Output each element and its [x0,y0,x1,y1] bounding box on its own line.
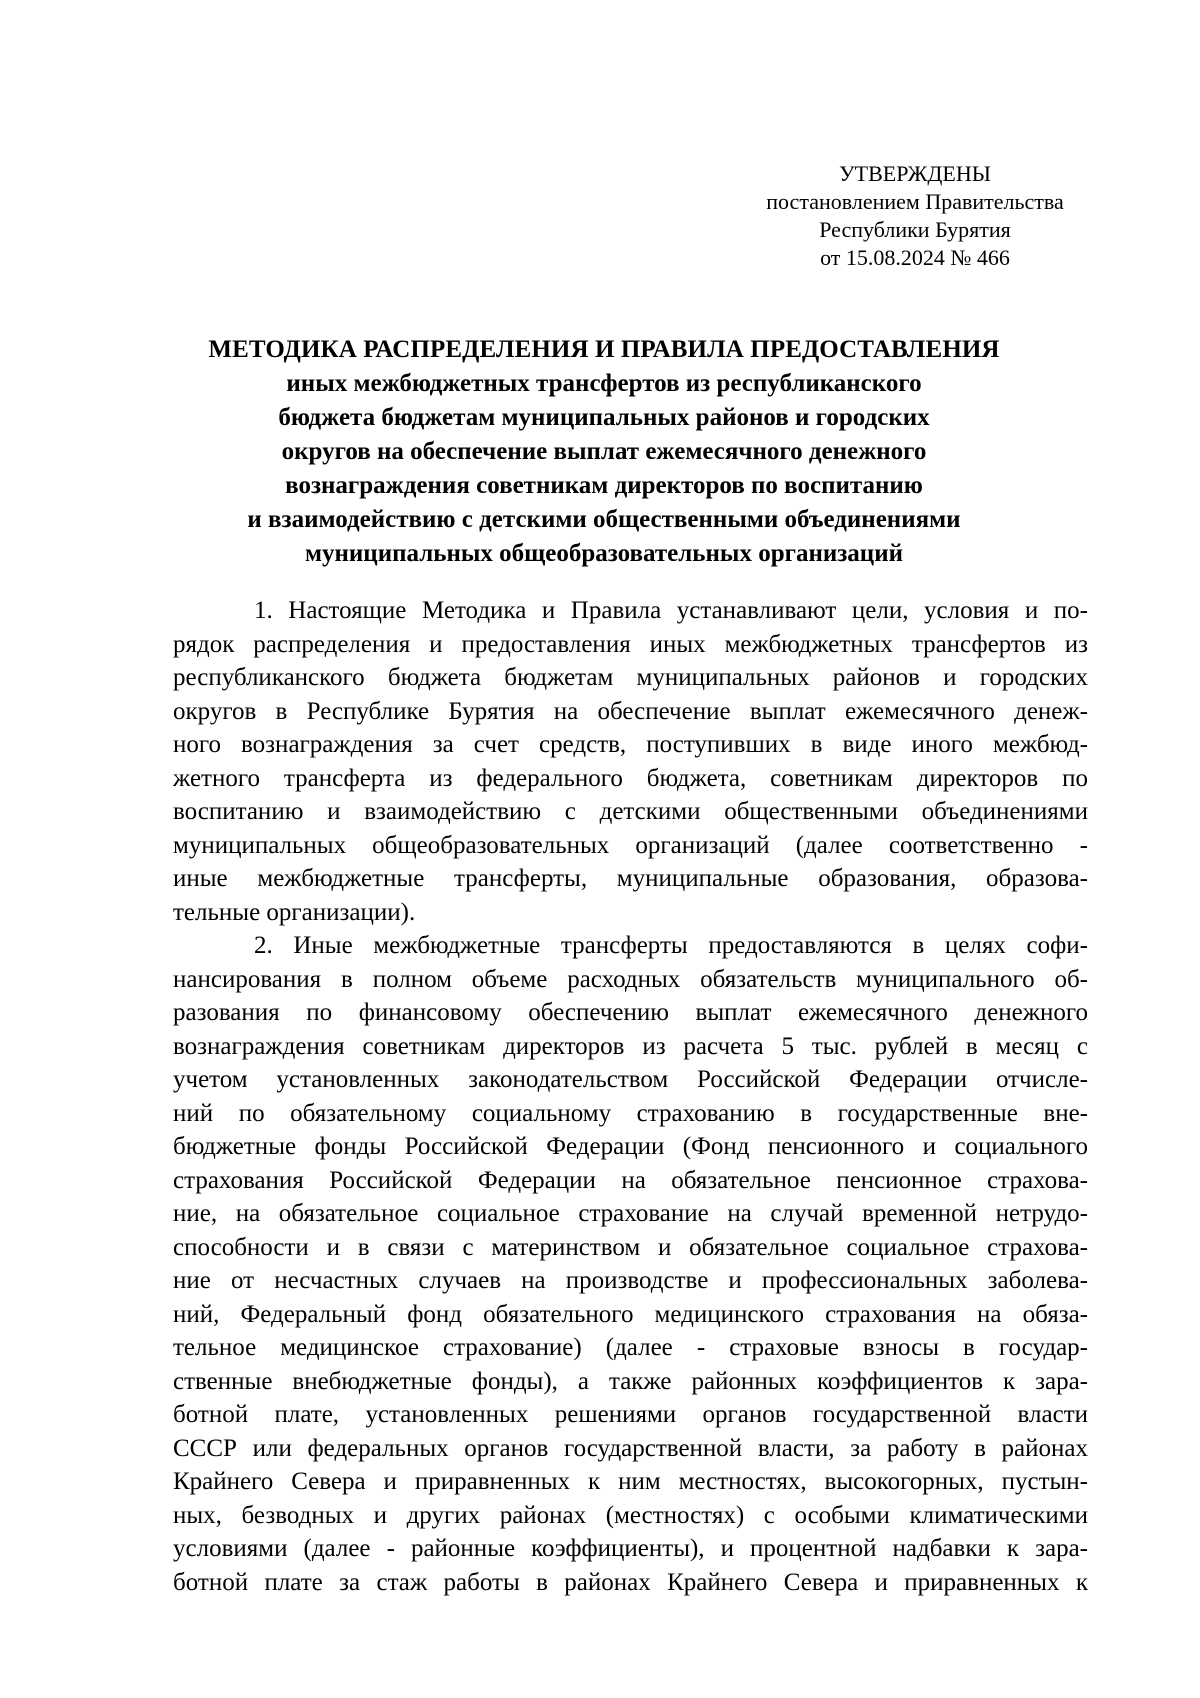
text-line: муниципальных общеобразовательных организаций (далее соответственно - [173,831,1088,859]
approval-line-resolution: постановлением Правительства [766,189,1064,214]
approval-stamp [760,160,1070,272]
text-line: ботной плате за стаж работы в районах Крайнего Севера и приравненных к [173,1568,1088,1596]
document-title-line: бюджета бюджетам муниципальных районов и городских [278,404,930,431]
text-line: бюджетные фонды Российской Федерации (Фонд пенсионного и социального [173,1133,1088,1160]
document-title-main: МЕТОДИКА РАСПРЕДЕЛЕНИЯ И ПРАВИЛА ПРЕДОСТАВЛЕНИЯ [208,336,1000,363]
text-line: условиями (далее - районные коэффициенты), и процентной надбавки к зара- [173,1535,1088,1562]
text-line: округов в Республике Бурятия на обеспечение выплат ежемесячного денеж- [173,697,1088,725]
approval-heading: УТВЕРЖДЕНЫ [839,161,991,186]
text-line: 2. Иные межбюджетные трансферты предоставляются в целях софи- [254,932,1088,959]
text-line: вознаграждения советникам директоров из расчета 5 тыс. рублей в месяц с [173,1032,1088,1060]
text-line: Крайнего Севера и приравненных к ним местностях, высокогорных, пустын- [173,1468,1088,1495]
text-line: тельные организации). [173,898,416,926]
text-line: нансирования в полном объеме расходных обязательств муниципального об- [173,965,1088,993]
document-title-line: вознаграждения советникам директоров по воспитанию [285,472,923,499]
document-title-line: иных межбюджетных трансфертов из республиканского [286,370,922,397]
text-line: ных, безводных и других районах (местностях) с особыми климатическими [173,1501,1088,1529]
text-line: рядок распределения и предоставления иных межбюджетных трансфертов из [173,630,1088,658]
text-line: ние от несчастных случаев на производстве и профессиональных заболева- [173,1267,1088,1294]
text-line: иные межбюджетные трансферты, муниципальные образования, образова- [173,865,1088,892]
text-line: жетного трансферта из федерального бюджета, советникам директоров по [173,764,1088,792]
document-title-line: округов на обеспечение выплат ежемесячного денежного [281,438,927,465]
document-title [140,333,1068,571]
text-line: ние, на обязательное социальное страхование на случай временной нетрудо- [173,1200,1088,1227]
text-line: способности и в связи с материнством и обязательное социальное страхова- [173,1233,1088,1261]
text-line: СССР или федеральных органов государственной власти, за работу в районах [173,1434,1088,1462]
approval-line-republic: Республики Бурятия [819,217,1011,242]
text-line: 1. Настоящие Методика и Правила устанавливают цели, условия и по- [254,597,1088,624]
paragraph-1 [173,594,1088,929]
text-line: ного вознаграждения за счет средств, поступивших в виде иного межбюд- [173,731,1088,758]
text-line: учетом установленных законодательством Российской Федерации отчисле- [173,1066,1088,1093]
text-line: ботной плате, установленных решениями органов государственной власти [173,1401,1088,1428]
document-body [173,594,1088,1599]
paragraph-2 [173,929,1088,1599]
document-title-line: и взаимодействию с детскими общественными объединениями [247,506,961,533]
text-line: ственные внебюджетные фонды), а также районных коэффициентов к зара- [173,1367,1088,1395]
text-line: ний, Федеральный фонд обязательного медицинского страхования на обяза- [173,1300,1088,1328]
text-line: республиканского бюджета бюджетам муниципальных районов и городских [173,664,1088,691]
text-line: ний по обязательному социальному страхованию в государственные вне- [173,1099,1088,1127]
text-line: разования по финансовому обеспечению выплат ежемесячного денежного [173,999,1088,1026]
approval-line-date-number: от 15.08.2024 № 466 [820,245,1010,270]
document-title-line: муниципальных общеобразовательных организаций [304,540,904,567]
text-line: страхования Российской Федерации на обязательное пенсионное страхова- [173,1166,1088,1194]
text-line: воспитанию и взаимодействию с детскими общественными объединениями [173,798,1088,825]
text-line: тельное медицинское страхование) (далее - страховые взносы в государ- [173,1334,1088,1361]
